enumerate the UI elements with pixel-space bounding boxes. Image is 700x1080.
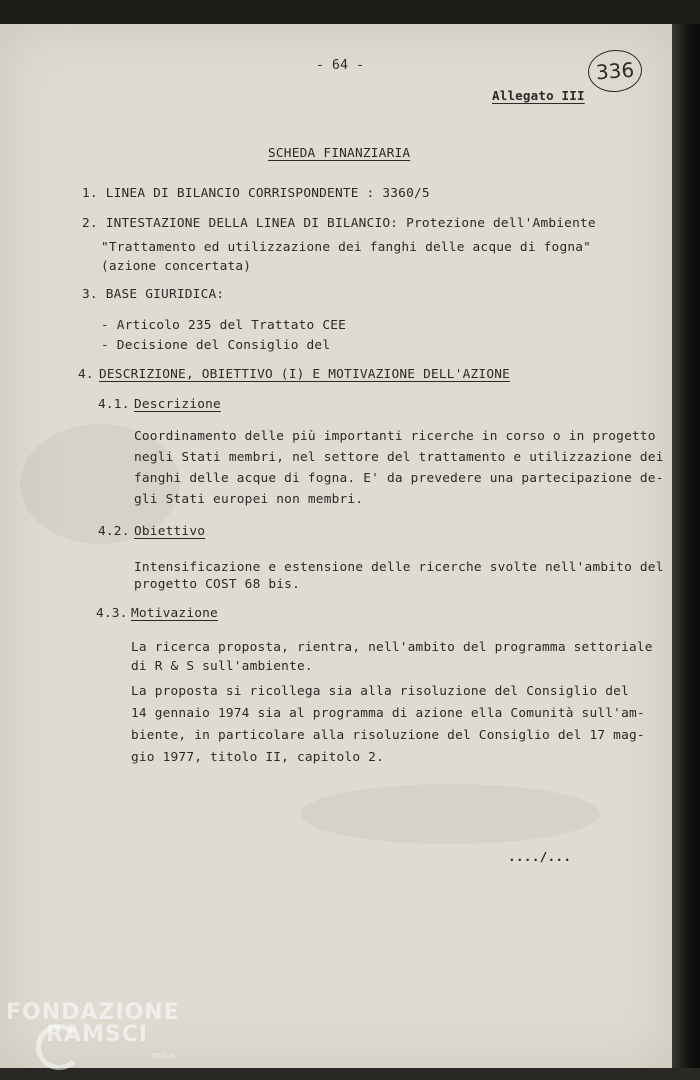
section-4-1-number: 4.1. xyxy=(98,397,130,412)
section-4-3-text: La proposta si ricollega sia alla risoluzione del Consiglio del xyxy=(131,684,629,699)
watermark-line-1: FONDAZIONE xyxy=(6,1000,180,1025)
document-title: SCHEDA FINANZIARIA xyxy=(268,146,411,161)
section-4-2-number: 4.2. xyxy=(98,524,130,539)
section-4-3-text: 14 gennaio 1974 sia al programma di azione ella Comunità sull'am- xyxy=(131,706,645,721)
annex-label: Allegato III xyxy=(492,88,585,103)
section-4-1-title: Descrizione xyxy=(134,397,221,412)
watermark-line-3: onlus xyxy=(152,1051,177,1061)
section-4-3-text: gio 1977, titolo II, capitolo 2. xyxy=(131,750,384,765)
section-4-2-text: Intensificazione e estensione delle ricerche svolte nell'ambito del xyxy=(134,560,664,575)
page-edge-bottom xyxy=(0,1068,700,1080)
section-4-2-text: progetto COST 68 bis. xyxy=(134,577,300,592)
legal-basis-decision: - Decisione del Consiglio del xyxy=(101,338,331,353)
item-3-legal-basis: 3. BASE GIURIDICA: xyxy=(82,287,225,302)
watermark-line-2: RAMSCI xyxy=(46,1022,149,1047)
section-4-2-title: Obiettivo xyxy=(134,524,206,539)
section-4-3-text: biente, in particolare alla risoluzione del Consiglio del 17 mag- xyxy=(131,728,645,743)
item-2-budget-heading: 2. INTESTAZIONE DELLA LINEA DI BILANCIO: Protezione dell'Ambiente xyxy=(82,216,596,231)
paper-sheet xyxy=(0,24,672,1070)
item-2-note: (azione concertata) xyxy=(101,259,252,274)
page-number: - 64 - xyxy=(316,58,365,73)
item-1-budget-line: 1. LINEA DI BILANCIO CORRISPONDENTE : 3360/5 xyxy=(82,186,430,201)
section-4-3-text: di R & S sull'ambiente. xyxy=(131,659,313,674)
item-4-heading: DESCRIZIONE, OBIETTIVO (I) E MOTIVAZIONE DELL'AZIONE xyxy=(99,367,511,382)
section-4-3-title: Motivazione xyxy=(131,606,218,621)
archive-watermark xyxy=(6,1000,180,1061)
section-4-3-number: 4.3. xyxy=(96,606,128,621)
section-4-1-text: gli Stati europei non membri. xyxy=(134,492,364,507)
item-4-number: 4. xyxy=(78,367,94,382)
watermark-g-logo-icon xyxy=(36,1024,82,1070)
item-2-subtitle: "Trattamento ed utilizzazione dei fanghi delle acque di fogna" xyxy=(101,240,592,255)
legal-basis-article: - Articolo 235 del Trattato CEE xyxy=(101,318,347,333)
page-edge-shadow xyxy=(672,24,700,1080)
handwritten-page-number: 336 xyxy=(587,48,644,94)
section-4-1-text: Coordinamento delle più importanti ricerche in corso o in progetto xyxy=(134,429,656,444)
continuation-marker: ..../... xyxy=(508,850,572,865)
stain xyxy=(300,784,600,844)
section-4-3-text: La ricerca proposta, rientra, nell'ambito del programma settoriale xyxy=(131,640,653,655)
section-4-1-text: negli Stati membri, nel settore del trattamento e utilizzazione dei xyxy=(134,450,664,465)
section-4-1-text: fanghi delle acque di fogna. E' da prevedere una partecipazione de- xyxy=(134,471,664,486)
